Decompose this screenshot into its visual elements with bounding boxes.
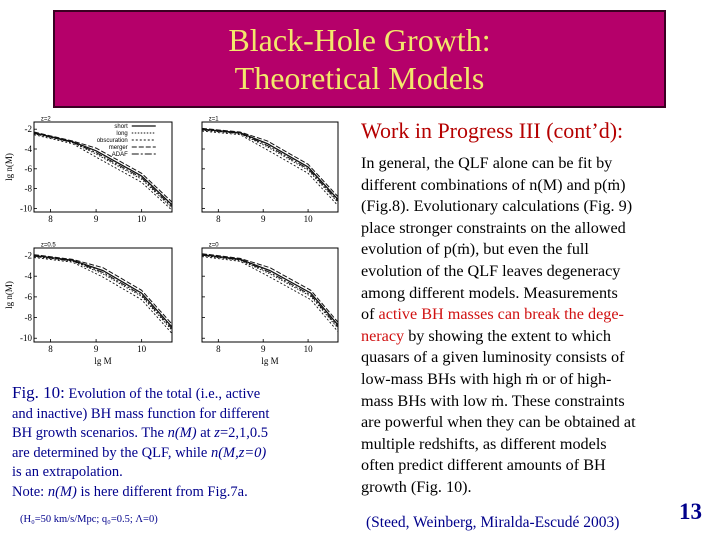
body-line: different combinations of n(M) and p(ṁ) xyxy=(361,175,626,194)
x-tick-label: 8 xyxy=(216,214,221,224)
y-tick-label: -4 xyxy=(24,144,32,154)
mass-function-curve xyxy=(202,255,338,327)
title-box xyxy=(53,10,666,108)
caption-text: Evolution of the total (i.e., active xyxy=(68,386,261,402)
body-line: multiple redshifts, as different models xyxy=(361,434,607,453)
legend-label: ADAF xyxy=(111,152,128,158)
caption-text: is an extrapolation. xyxy=(12,464,123,480)
legend-label: long xyxy=(116,131,128,137)
mass-function-curve xyxy=(202,129,338,199)
body-line: (Fig.8). Evolutionary calculations (Fig. 9) xyxy=(361,197,633,216)
y-tick-label: -10 xyxy=(20,203,32,214)
highlighted-text: neracy xyxy=(361,326,405,345)
page-number: 13 xyxy=(679,499,702,524)
mass-function-curve xyxy=(202,128,338,196)
y-axis-label: lg n(M) xyxy=(4,281,14,309)
y-axis-label: lg n(M) xyxy=(4,153,14,181)
redshift-label: z=0 xyxy=(208,242,219,249)
caption-text: n(M,z=0) xyxy=(210,444,267,461)
caption-text: n(M) xyxy=(167,425,197,441)
body-line: evolution of the QLF leaves degeneracy xyxy=(361,261,621,280)
x-tick-label: 9 xyxy=(93,344,99,354)
body-line: among different models. Measurements xyxy=(361,283,618,302)
mass-function-curve xyxy=(34,256,172,329)
body-text-fragment: by showing the extent to which xyxy=(404,326,611,345)
plot-frame xyxy=(34,122,172,212)
mass-function-curve xyxy=(34,256,172,328)
x-tick-label: 8 xyxy=(216,344,221,354)
body-line: evolution of p(ṁ), but even the full xyxy=(361,240,589,259)
mass-function-curve xyxy=(202,254,338,323)
cosmology-footnote: (H₀=50 km/s/Mpc; q₀=0.5; Λ=0) xyxy=(20,514,158,525)
body-line xyxy=(361,326,701,348)
mass-function-curve xyxy=(34,135,172,211)
mass-function-panel xyxy=(182,114,350,236)
figure-label: Fig. 10: xyxy=(12,383,65,402)
legend-label: merger xyxy=(108,145,128,151)
caption-text: at xyxy=(196,425,215,441)
title-line-1: Black-Hole Growth: xyxy=(228,22,491,58)
plot-frame xyxy=(202,122,338,212)
caption-text: is here different from Fig.7a. xyxy=(76,483,248,500)
caption-text: n(M) xyxy=(47,483,77,500)
mass-function-curve xyxy=(34,258,172,334)
highlighted-text: active BH masses can break the dege- xyxy=(378,305,624,324)
x-tick-label: 10 xyxy=(137,344,147,354)
mass-function-panel xyxy=(4,114,184,236)
body-line: place stronger constraints on the allowed xyxy=(361,218,626,237)
x-tick-label: 8 xyxy=(48,344,53,354)
plot-frame xyxy=(34,248,172,342)
mass-function-curve xyxy=(202,130,338,202)
y-tick-label: -6 xyxy=(24,163,32,174)
mass-function-curve xyxy=(202,130,338,202)
caption-text: =2,1,0.5 xyxy=(219,425,269,441)
y-tick-label: -4 xyxy=(24,271,32,282)
mass-function-curve xyxy=(34,255,172,324)
mass-function-curve xyxy=(202,256,338,329)
body-line: low-mass BHs with high ṁ or of high- xyxy=(361,369,612,388)
body-line: mass BHs with low ṁ. These constraints xyxy=(361,391,625,410)
y-tick-label: -6 xyxy=(24,291,32,302)
y-tick-label: -8 xyxy=(24,312,32,323)
body-line: quasars of a given luminosity consists of xyxy=(361,348,625,367)
mass-function-curve xyxy=(34,133,172,206)
x-axis-label: lg M xyxy=(261,356,279,366)
body-line xyxy=(361,304,701,326)
redshift-label: z=0.5 xyxy=(40,242,56,249)
x-axis-label: lg M xyxy=(94,356,112,366)
body-text-fragment: of xyxy=(361,305,379,324)
legend-label: short xyxy=(114,124,128,130)
mass-function-curve xyxy=(34,134,172,208)
body-line: are powerful when they can be obtained at xyxy=(361,413,636,432)
body-line: In general, the QLF alone can be fit by xyxy=(361,154,613,172)
mass-function-panel xyxy=(182,240,350,366)
caption-text: and inactive) BH mass function for different xyxy=(12,405,270,422)
x-tick-label: 9 xyxy=(260,344,266,354)
x-tick-label: 8 xyxy=(48,214,53,224)
caption-text: Note: xyxy=(12,483,48,500)
mass-function-curve xyxy=(202,257,338,332)
body-line: growth (Fig. 10). xyxy=(361,477,472,496)
caption-text: BH growth scenarios. The xyxy=(12,425,168,441)
caption-text: are determined by the QLF, while xyxy=(12,444,211,461)
x-tick-label: 10 xyxy=(303,344,313,354)
redshift-label: z=2 xyxy=(40,116,51,123)
plot-frame xyxy=(202,248,338,342)
x-tick-label: 10 xyxy=(137,214,147,224)
body-line: often predict different amounts of BH xyxy=(361,456,606,475)
mass-function-panel xyxy=(4,240,184,366)
redshift-label: z=1 xyxy=(208,116,219,123)
x-tick-label: 10 xyxy=(303,214,313,224)
figure-caption xyxy=(12,383,347,502)
citation: (Steed, Weinberg, Miralda-Escudé 2003) xyxy=(366,514,620,531)
legend-label: obscuration xyxy=(96,138,128,144)
y-tick-label: -2 xyxy=(24,124,32,135)
section-heading: Work in Progress III (cont’d): xyxy=(361,118,624,143)
body-text xyxy=(361,153,701,499)
mass-function-curve xyxy=(202,255,338,326)
x-tick-label: 9 xyxy=(93,214,99,224)
y-tick-label: -2 xyxy=(24,250,32,261)
title-line-2: Theoretical Models xyxy=(234,60,485,96)
y-tick-label: -8 xyxy=(24,183,32,194)
mass-function-curve xyxy=(202,131,338,206)
y-tick-label: -10 xyxy=(20,333,32,344)
x-tick-label: 9 xyxy=(260,214,266,224)
mass-function-figure xyxy=(4,114,354,366)
caption-text: z xyxy=(214,425,220,441)
